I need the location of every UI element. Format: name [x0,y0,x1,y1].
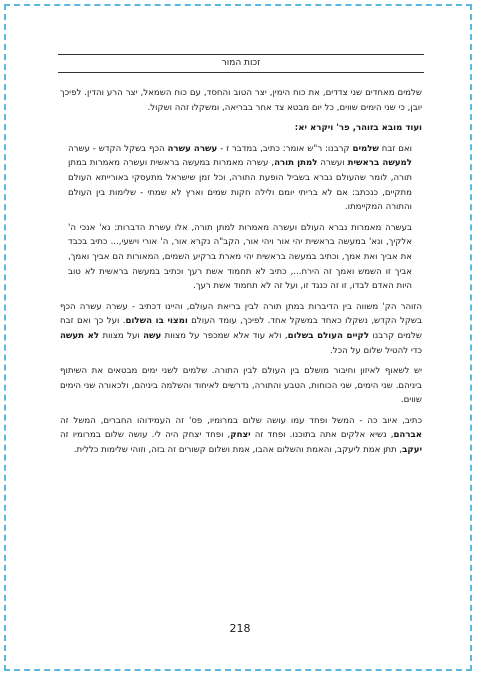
text-run: הזוהר הק' משווה בין הדיברות במתן תורה לבין בריאת העולם, והיינו דכתיב - עשרה עשרה הכף בשקל הקדש, נשקלו כאחד במשקל אחד. לפיכך, עומד העולם [60,301,422,327]
paragraph [60,414,422,458]
text-run: קרבנו: ר"ש אומר: כתיב, במדבר ז - [217,143,353,154]
text-run: הכף בשקל הקדש - עשרה [68,143,168,154]
paragraph [60,121,422,136]
bold-run: לקיים העולם בשלום [287,330,370,341]
text-run: , עשרה מאמרות במעשה בראשית ועשרה מאמרות במתן תורה, לומר שהעולם נברא בשביל הופעת התורה, וכל זמן שישראל מתעסקי באורייתא העולם מתקיים, כנכתב: אם לא בריתי יומם ולילה חקות שמים וארץ לא שמתי - שלימות בין העולם והתורה המקיימתו. [68,158,412,213]
page-number: 218 [229,622,251,635]
bold-run: עשה [143,330,162,341]
text-run: שלמים מאחדים שני צדדים, את כוח הימין, יצר הטוב והחסד, עם כוח השמאל, יצר הרע והדין. לפיכך יובן, כי שני הימים שווים, כל יום מבטא צד אחר בבריאה, ומשקלו זהה ושקול. [60,88,422,113]
paragraph [60,364,422,408]
bold-run: יצחק [230,430,251,441]
text-run: כדי להטיל שלום על הכל. [329,345,422,356]
bold-run: לא תעשה [60,330,100,341]
body-text [60,86,422,464]
text-run: , ולא עוד אלא שמכפר על מצוות [161,330,288,341]
paragraph [68,142,412,215]
header-title: זכות המור [221,58,261,68]
text-run: . ועל כך ואם זבח שלמים קרבנו [60,316,422,341]
text-run: ועשרה [317,158,348,169]
text-run: כתיב, איוב כה - המשל ופחד עמו עושה שלום במרומיו, פס' זה העמידוהו החברים, המשל זה [60,415,422,426]
text-run: ואם זבח [378,143,412,154]
bold-run: יעקב [402,445,422,456]
bold-run: אברהם [393,430,423,441]
bold-run: למתן תורה [274,158,318,169]
bold-run: עשרה עשרה [167,143,218,154]
bold-run: ועוד מובא בזוהר, פר' ויקרא יא: [294,123,422,134]
text-run: יש לשאוף לאיזון וחיבור מושלם בין העולם לבין התורה. שלמים לשני ימים מבטאים את השיתוף ביניהם. שני הימים, שני הכוחות, הטבע והתורה, נדרשים לאיחוד והשלמה ביניהם, ולכאורה שני הימים שווים. [60,366,422,406]
text-run: בעשרה מאמרות נברא העולם ועשרה מאמרות למתן תורה, אלו עשרת הדברות: נא' אנכי ה' אלקיך, ונא' במעשה בראשית יהי אור ויהי אור, הקב"ה נקרא אור, ה' אורי וישעי,... כתיב בכבד את אביך ואת אמך, וכתיב במעשה בראשית יהי מארת ברקיע השמים, המאורות הם אביך ואמך, אביך זו השמש ואמך זה הירח..., כתיב לא תחמוד אשת רעך וכתיב במעשה בראשית לא טוב היות האדם לבדו, זו זה כנגד זו, ועל זה לא תחמוד אשת רעך. [68,222,412,292]
text-run: , ופחד יצחק היה לי. עושה שלום במרומיו זה [60,430,231,441]
paragraph [60,300,422,358]
bold-run: למעשה בראשית [347,158,412,169]
text-run: , תתן אמת ליעקב, והאמת והשלום אהבו, אמת ושלום קשורים זה בזה, וזוהי שלימות כללית. [73,445,403,456]
bold-run: ומצוי בו השלום [125,316,188,327]
paragraph [60,86,422,115]
running-header [58,48,424,78]
text-run: ועל מצוות [99,330,144,341]
header-rule-bottom [58,72,424,73]
text-run: , נשיא אלקים אתה בתוכנו. ופחד זה [250,430,394,441]
bold-run: שלמים [352,143,379,154]
header-rule-top [58,54,424,55]
paragraph [68,221,412,294]
